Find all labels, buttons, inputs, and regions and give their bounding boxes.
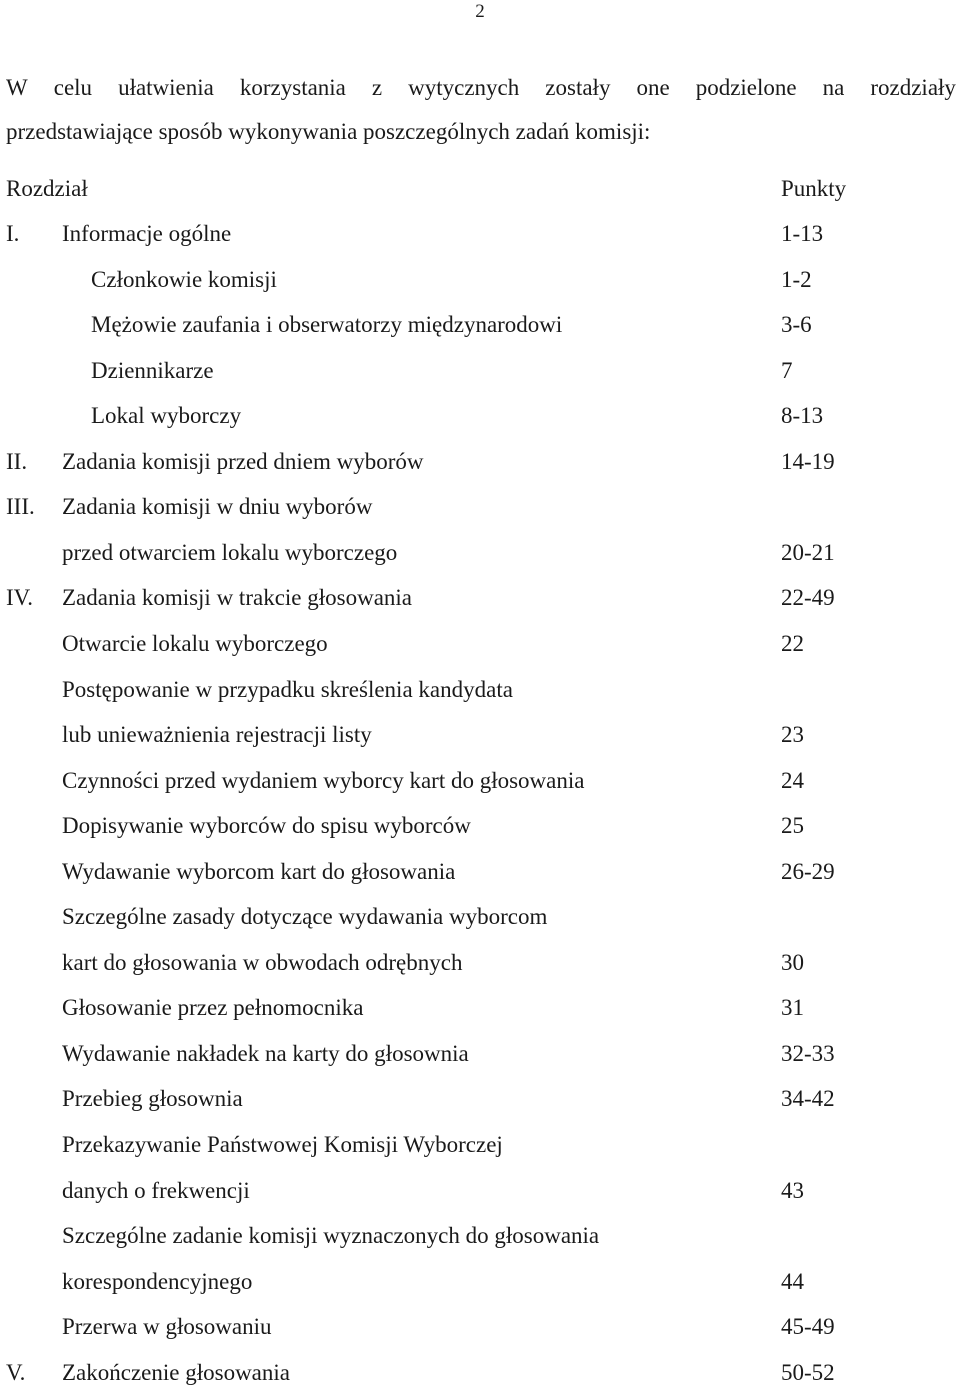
toc-chapter-number: I.	[6, 221, 20, 246]
intro-word: rozdziały	[870, 75, 956, 100]
toc-row	[0, 1084, 960, 1114]
toc-entry-title: Dopisywanie wyborców do spisu wyborców	[62, 813, 471, 838]
toc-entry-points: 30	[781, 950, 804, 975]
toc-entry-points: 26-29	[781, 859, 835, 884]
toc-entry-title: Lokal wyborczy	[91, 403, 242, 428]
toc-chapter-number: V.	[6, 1360, 26, 1385]
toc-row	[0, 993, 960, 1023]
toc-chapter-number: III.	[6, 494, 35, 519]
toc-row	[0, 219, 960, 249]
toc-row	[0, 1130, 960, 1160]
toc-entry-title: Otwarcie lokalu wyborczego	[62, 631, 328, 656]
toc-row	[0, 447, 960, 477]
toc-row	[0, 1176, 960, 1206]
toc-row	[0, 401, 960, 431]
toc-row	[0, 492, 960, 522]
toc-entry-title: Szczególne zasady dotyczące wydawania wyborcom	[62, 904, 548, 929]
toc-entry-title: Postępowanie w przypadku skreślenia kandydata	[62, 677, 513, 702]
intro-word: zostały	[545, 75, 611, 100]
toc-entry-title: Czynności przed wydaniem wyborcy kart do głosowania	[62, 768, 585, 793]
toc-entry-title: przed otwarciem lokalu wyborczego	[62, 540, 398, 565]
toc-entry-points: 43	[781, 1178, 804, 1203]
toc-chapter-number: IV.	[6, 585, 34, 610]
toc-row	[0, 265, 960, 295]
toc-entry-title: Przebieg głosownia	[62, 1086, 243, 1111]
toc-chapter-number: II.	[6, 449, 28, 474]
toc-entry-points: 31	[781, 995, 804, 1020]
toc-entry-title: Szczególne zadanie komisji wyznaczonych do głosowania	[62, 1223, 600, 1248]
toc-entry-points: 7	[781, 358, 793, 383]
toc-row	[0, 356, 960, 386]
toc-entry-title: Zakończenie głosowania	[62, 1360, 290, 1385]
toc-entry-title: Przerwa w głosowaniu	[62, 1314, 272, 1339]
toc-row	[0, 948, 960, 978]
intro-word: one	[636, 75, 670, 100]
toc-row	[0, 310, 960, 340]
toc-row	[0, 1358, 960, 1388]
page-number: 2	[475, 1, 485, 22]
toc-entry-points: 1-13	[781, 221, 824, 246]
intro-word: ułatwienia	[118, 75, 214, 100]
toc-entry-title: korespondencyjnego	[62, 1269, 253, 1294]
toc-entry-points: 3-6	[781, 312, 812, 337]
toc-row	[0, 583, 960, 613]
toc-row	[0, 1039, 960, 1069]
toc-entry-points: 25	[781, 813, 804, 838]
toc-entry-points: 20-21	[781, 540, 835, 565]
toc-entry-title: danych o frekwencji	[62, 1178, 250, 1203]
toc-row	[0, 811, 960, 841]
toc-entry-points: 34-42	[781, 1086, 835, 1111]
toc-entry-title: Zadania komisji przed dniem wyborów	[62, 449, 424, 474]
toc-row	[0, 629, 960, 659]
intro-word: podzielone	[695, 75, 797, 100]
toc-entry-title: Głosowanie przez pełnomocnika	[62, 995, 364, 1020]
intro-word: korzystania	[239, 75, 346, 100]
toc-entry-points: 1-2	[781, 267, 812, 292]
toc-entry-title: kart do głosowania w obwodach odrębnych	[62, 950, 463, 975]
toc-entry-points: 50-52	[781, 1360, 835, 1385]
toc-entry-points: 22	[781, 631, 804, 656]
toc-entry-points: 24	[781, 768, 804, 793]
toc-entry-title: Dziennikarze	[91, 358, 214, 383]
toc-entry-title: Mężowie zaufania i obserwatorzy międzynarodowi	[91, 312, 563, 337]
toc-header-chapter: Rozdział	[6, 176, 88, 201]
toc-row	[0, 902, 960, 932]
toc-entry-points: 23	[781, 722, 804, 747]
toc-entry-title: Zadania komisji w trakcie głosowania	[62, 585, 413, 610]
toc-entry-title: Członkowie komisji	[91, 267, 277, 292]
toc-entry-points: 32-33	[781, 1041, 835, 1066]
intro-word: celu	[53, 75, 93, 100]
intro-word: na	[822, 75, 845, 100]
toc-entry-title: Przekazywanie Państwowej Komisji Wyborczej	[62, 1132, 503, 1157]
toc-row	[0, 675, 960, 705]
toc-entry-title: lub unieważnienia rejestracji listy	[62, 722, 372, 747]
intro-word: z	[371, 75, 383, 100]
toc-header-points: Punkty	[781, 176, 847, 201]
toc-entry-title: Informacje ogólne	[62, 221, 232, 246]
toc-entry-title: Zadania komisji w dniu wyborów	[62, 494, 373, 519]
toc-entry-points: 14-19	[781, 449, 835, 474]
toc-header	[0, 174, 960, 204]
toc-entry-points: 44	[781, 1269, 804, 1294]
toc-row	[0, 1221, 960, 1251]
intro-word: wytycznych	[408, 75, 520, 100]
toc-entry-points: 22-49	[781, 585, 835, 610]
toc-entry-points: 45-49	[781, 1314, 835, 1339]
intro-word: W	[6, 75, 28, 100]
intro-line-2: przedstawiające sposób wykonywania poszczególnych zadań komisji:	[6, 119, 651, 144]
toc-entry-title: Wydawanie nakładek na karty do głosownia	[62, 1041, 469, 1066]
toc-entry-points: 8-13	[781, 403, 824, 428]
toc-entry-title: Wydawanie wyborcom kart do głosowania	[62, 859, 456, 884]
toc-row	[0, 720, 960, 750]
toc-row	[0, 1312, 960, 1342]
toc-row	[0, 766, 960, 796]
toc-row	[0, 857, 960, 887]
toc-row	[0, 538, 960, 568]
toc-row	[0, 1267, 960, 1297]
